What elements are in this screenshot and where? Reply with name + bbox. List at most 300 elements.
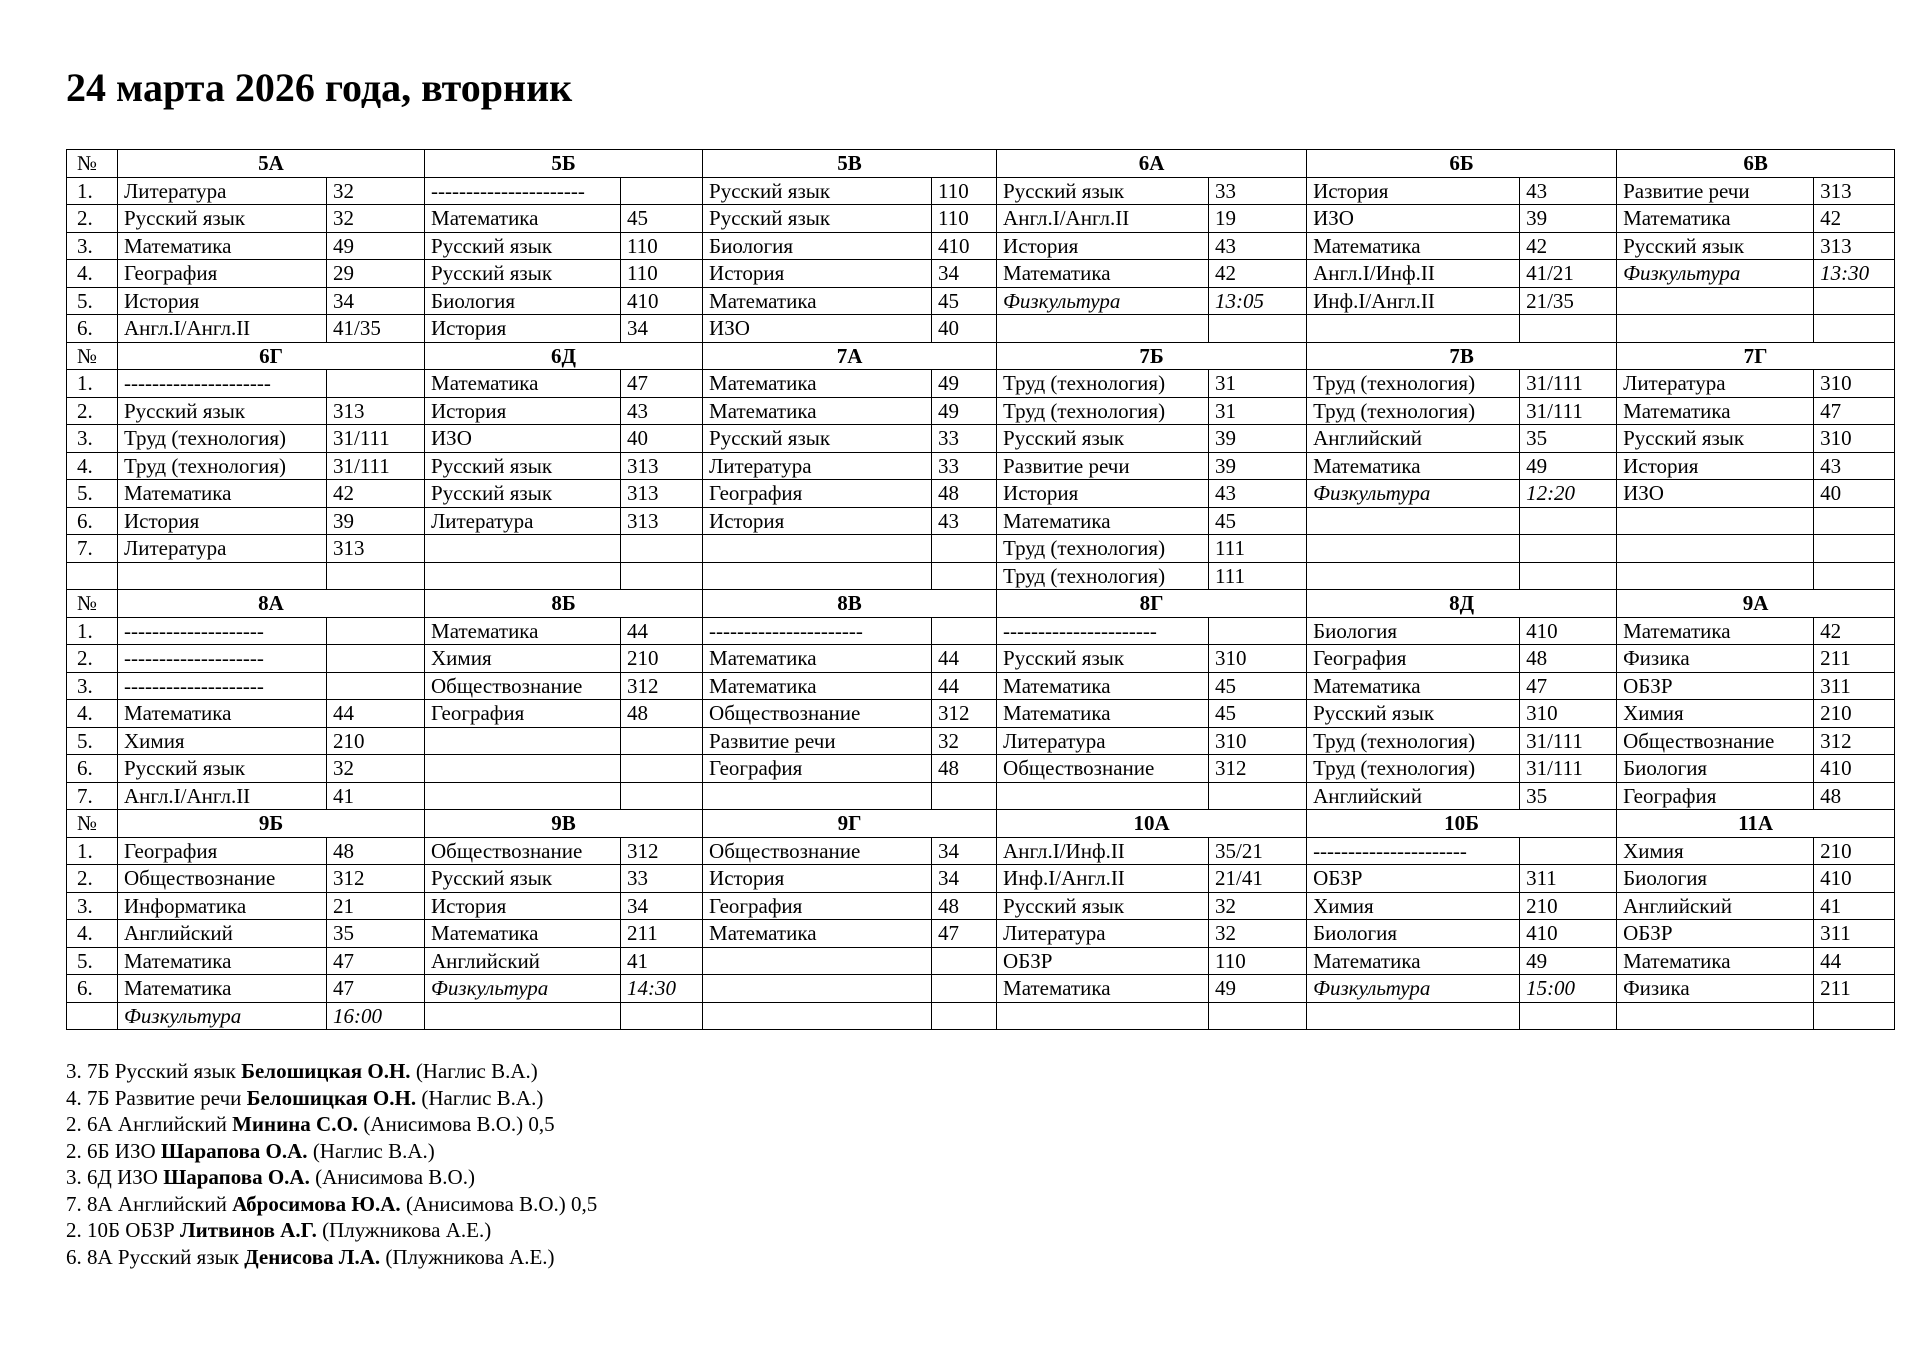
- lesson-number: [67, 1002, 118, 1030]
- subject-cell: Англ.I/Англ.II: [118, 315, 327, 343]
- room-cell: 41/35: [327, 315, 425, 343]
- room-cell: [1520, 315, 1617, 343]
- room-cell: 39: [327, 507, 425, 535]
- room-cell: [621, 177, 703, 205]
- lesson-row: [67, 480, 1895, 508]
- subject-cell: История: [425, 892, 621, 920]
- room-cell: 312: [621, 672, 703, 700]
- subject-cell: [703, 782, 932, 810]
- subject-cell: География: [118, 837, 327, 865]
- subject-cell: [425, 782, 621, 810]
- lesson-number: 5.: [67, 480, 118, 508]
- lesson-row: [67, 205, 1895, 233]
- room-cell: 44: [932, 672, 997, 700]
- subject-cell: Литература: [997, 920, 1209, 948]
- room-cell: 310: [1520, 700, 1617, 728]
- subject-cell: [1617, 315, 1814, 343]
- room-cell: 211: [1814, 975, 1895, 1003]
- subject-cell: Математика: [118, 700, 327, 728]
- room-cell: 47: [1814, 397, 1895, 425]
- subject-cell: Англ.I/Инф.II: [997, 837, 1209, 865]
- room-cell: 32: [1209, 920, 1307, 948]
- room-cell: 32: [327, 755, 425, 783]
- lesson-number: 3.: [67, 232, 118, 260]
- subject-cell: Математика: [118, 975, 327, 1003]
- room-cell: 410: [1814, 755, 1895, 783]
- room-cell: 45: [1209, 672, 1307, 700]
- lesson-row: [67, 837, 1895, 865]
- class-header-row: [67, 590, 1895, 618]
- room-cell: 310: [1814, 425, 1895, 453]
- class-name-header: 6А: [997, 150, 1307, 178]
- subject-cell: Английский: [425, 947, 621, 975]
- subject-cell: [425, 1002, 621, 1030]
- subject-cell: Русский язык: [1617, 232, 1814, 260]
- note-line: [66, 1217, 597, 1244]
- room-cell: 45: [1209, 507, 1307, 535]
- room-cell: [621, 782, 703, 810]
- subject-cell: [1617, 1002, 1814, 1030]
- substitution-notes: [66, 1058, 597, 1270]
- room-cell: 313: [1814, 232, 1895, 260]
- note-replaced: (Анисимова В.О.) 0,5: [400, 1191, 598, 1216]
- room-cell: 311: [1814, 920, 1895, 948]
- subject-cell: Математика: [997, 260, 1209, 288]
- subject-cell: Математика: [703, 370, 932, 398]
- room-cell: 35/21: [1209, 837, 1307, 865]
- room-cell: [327, 672, 425, 700]
- lesson-number: 3.: [67, 672, 118, 700]
- lesson-row: [67, 397, 1895, 425]
- lesson-number: 3.: [67, 425, 118, 453]
- room-cell: 41: [327, 782, 425, 810]
- room-cell: 32: [327, 177, 425, 205]
- room-cell: [327, 562, 425, 590]
- room-cell: 43: [1209, 232, 1307, 260]
- class-name-header: 9Г: [703, 810, 997, 838]
- lesson-row: [67, 260, 1895, 288]
- class-name-header: 6Б: [1307, 150, 1617, 178]
- room-cell: [621, 1002, 703, 1030]
- subject-cell: Русский язык: [425, 480, 621, 508]
- lesson-number: 5.: [67, 287, 118, 315]
- note-text: 2. 6Б ИЗО: [66, 1138, 161, 1163]
- class-name-header: 6Д: [425, 342, 703, 370]
- room-cell: 43: [932, 507, 997, 535]
- class-name-header: 8В: [703, 590, 997, 618]
- room-cell: 211: [621, 920, 703, 948]
- subject-cell: ОБЗР: [997, 947, 1209, 975]
- subject-cell: ОБЗР: [1617, 920, 1814, 948]
- lesson-row: [67, 782, 1895, 810]
- lesson-row: [67, 452, 1895, 480]
- class-header-row: [67, 342, 1895, 370]
- subject-cell: История: [118, 507, 327, 535]
- room-cell: [932, 782, 997, 810]
- subject-cell: Математика: [1617, 397, 1814, 425]
- lesson-number: 5.: [67, 947, 118, 975]
- lesson-number: 2.: [67, 865, 118, 893]
- note-line: [66, 1111, 597, 1138]
- room-cell: 49: [932, 397, 997, 425]
- subject-cell: [425, 727, 621, 755]
- subject-cell: Биология: [1617, 755, 1814, 783]
- room-cell: 110: [621, 232, 703, 260]
- subject-cell: Русский язык: [1307, 700, 1520, 728]
- subject-cell: Математика: [703, 920, 932, 948]
- subject-cell: Обществознание: [118, 865, 327, 893]
- note-text: 6. 8А Русский язык: [66, 1244, 245, 1269]
- subject-cell: История: [1617, 452, 1814, 480]
- room-cell: 35: [327, 920, 425, 948]
- subject-cell: Русский язык: [425, 865, 621, 893]
- subject-cell: Русский язык: [118, 755, 327, 783]
- time-cell: 13:05: [1209, 287, 1307, 315]
- subject-cell: Математика: [118, 947, 327, 975]
- room-cell: 310: [1209, 727, 1307, 755]
- class-name-header: 9В: [425, 810, 703, 838]
- subject-cell: Русский язык: [997, 645, 1209, 673]
- subject-cell: Химия: [1617, 837, 1814, 865]
- subject-cell: [703, 975, 932, 1003]
- room-cell: 48: [932, 892, 997, 920]
- subject-cell: [1617, 287, 1814, 315]
- subject-cell: Биология: [1307, 617, 1520, 645]
- room-cell: 41/21: [1520, 260, 1617, 288]
- room-cell: 313: [327, 535, 425, 563]
- class-name-header: 8Б: [425, 590, 703, 618]
- lesson-row: [67, 315, 1895, 343]
- subject-cell: Труд (технология): [1307, 370, 1520, 398]
- room-cell: 31/111: [1520, 370, 1617, 398]
- subject-cell: Обществознание: [703, 837, 932, 865]
- lesson-number: 6.: [67, 975, 118, 1003]
- lesson-row: [67, 1002, 1895, 1030]
- class-name-header: 11А: [1617, 810, 1895, 838]
- room-cell: 44: [932, 645, 997, 673]
- room-cell: 47: [327, 947, 425, 975]
- subject-cell: ---------------------: [118, 370, 327, 398]
- room-cell: 49: [1520, 947, 1617, 975]
- subject-cell: История: [1307, 177, 1520, 205]
- lesson-row: [67, 672, 1895, 700]
- subject-cell: География: [1307, 645, 1520, 673]
- page-title: 24 марта 2026 года, вторник: [66, 65, 573, 110]
- teacher-name: Белошицкая О.Н.: [241, 1059, 411, 1083]
- class-name-header: 7Б: [997, 342, 1307, 370]
- subject-cell: Развитие речи: [703, 727, 932, 755]
- subject-cell: Литература: [425, 507, 621, 535]
- room-cell: 19: [1209, 205, 1307, 233]
- lesson-number: 1.: [67, 617, 118, 645]
- subject-cell: [118, 562, 327, 590]
- subject-cell: ИЗО: [1617, 480, 1814, 508]
- lesson-row: [67, 232, 1895, 260]
- class-name-header: 5Б: [425, 150, 703, 178]
- lesson-row: [67, 865, 1895, 893]
- room-cell: 313: [621, 452, 703, 480]
- subject-cell: ----------------------: [1307, 837, 1520, 865]
- subject-cell: Русский язык: [703, 425, 932, 453]
- subject-cell: Физкультура: [997, 287, 1209, 315]
- subject-cell: ИЗО: [703, 315, 932, 343]
- note-replaced: (Анисимова В.О.): [309, 1165, 475, 1189]
- subject-cell: ОБЗР: [1307, 865, 1520, 893]
- subject-cell: Обществознание: [703, 700, 932, 728]
- room-cell: [1520, 535, 1617, 563]
- subject-cell: История: [703, 865, 932, 893]
- subject-cell: Математика: [997, 975, 1209, 1003]
- subject-cell: Русский язык: [425, 260, 621, 288]
- subject-cell: [1307, 535, 1520, 563]
- room-cell: 42: [1209, 260, 1307, 288]
- room-cell: 39: [1209, 452, 1307, 480]
- subject-cell: Математика: [703, 672, 932, 700]
- subject-cell: Английский: [1307, 425, 1520, 453]
- room-cell: 42: [1520, 232, 1617, 260]
- subject-cell: [1307, 507, 1520, 535]
- room-cell: 21: [327, 892, 425, 920]
- subject-cell: [1617, 507, 1814, 535]
- room-cell: 110: [1209, 947, 1307, 975]
- class-name-header: 10Б: [1307, 810, 1617, 838]
- subject-cell: История: [997, 480, 1209, 508]
- lesson-number: 7.: [67, 535, 118, 563]
- lesson-row: [67, 727, 1895, 755]
- subject-cell: Обществознание: [1617, 727, 1814, 755]
- subject-cell: Труд (технология): [997, 397, 1209, 425]
- room-cell: 33: [621, 865, 703, 893]
- room-cell: 34: [327, 287, 425, 315]
- note-text: 7. 8А Английский: [66, 1191, 233, 1216]
- note-line: [66, 1244, 597, 1271]
- subject-cell: Математика: [425, 205, 621, 233]
- room-cell: 34: [621, 892, 703, 920]
- room-cell: [1814, 315, 1895, 343]
- lesson-row: [67, 892, 1895, 920]
- room-cell: 410: [1520, 920, 1617, 948]
- room-cell: 42: [327, 480, 425, 508]
- lesson-row: [67, 425, 1895, 453]
- subject-cell: Математика: [1307, 947, 1520, 975]
- room-cell: [327, 370, 425, 398]
- subject-cell: ----------------------: [703, 617, 932, 645]
- room-cell: 110: [932, 177, 997, 205]
- room-cell: [327, 617, 425, 645]
- subject-cell: География: [703, 755, 932, 783]
- schedule-table: [66, 149, 1895, 1030]
- room-cell: 410: [621, 287, 703, 315]
- subject-cell: География: [703, 480, 932, 508]
- subject-cell: Математика: [425, 617, 621, 645]
- room-cell: 312: [621, 837, 703, 865]
- note-line: [66, 1138, 597, 1165]
- lesson-row: [67, 177, 1895, 205]
- room-cell: 40: [932, 315, 997, 343]
- subject-cell: Труд (технология): [1307, 397, 1520, 425]
- number-header: №: [67, 150, 118, 178]
- class-name-header: 7А: [703, 342, 997, 370]
- room-cell: 31/111: [1520, 397, 1617, 425]
- subject-cell: География: [118, 260, 327, 288]
- room-cell: 410: [932, 232, 997, 260]
- room-cell: 410: [1814, 865, 1895, 893]
- subject-cell: Математика: [118, 232, 327, 260]
- subject-cell: ----------------------: [997, 617, 1209, 645]
- room-cell: 48: [932, 755, 997, 783]
- subject-cell: Русский язык: [997, 425, 1209, 453]
- subject-cell: [997, 1002, 1209, 1030]
- subject-cell: Литература: [118, 535, 327, 563]
- subject-cell: Русский язык: [997, 177, 1209, 205]
- room-cell: 43: [621, 397, 703, 425]
- lesson-number: 5.: [67, 727, 118, 755]
- subject-cell: [425, 562, 621, 590]
- subject-cell: Биология: [1307, 920, 1520, 948]
- number-header: №: [67, 342, 118, 370]
- subject-cell: Англ.I/Инф.II: [1307, 260, 1520, 288]
- note-replaced: (Наглис В.А.): [410, 1059, 538, 1083]
- room-cell: [1520, 837, 1617, 865]
- room-cell: 21/41: [1209, 865, 1307, 893]
- subject-cell: [703, 1002, 932, 1030]
- room-cell: [621, 755, 703, 783]
- lesson-number: 6.: [67, 755, 118, 783]
- lesson-number: 4.: [67, 260, 118, 288]
- subject-cell: Физика: [1617, 975, 1814, 1003]
- lesson-number: 2.: [67, 205, 118, 233]
- subject-cell: Русский язык: [118, 397, 327, 425]
- room-cell: 31/111: [1520, 727, 1617, 755]
- lesson-number: 6.: [67, 507, 118, 535]
- subject-cell: Биология: [1617, 865, 1814, 893]
- room-cell: 32: [932, 727, 997, 755]
- subject-cell: Обществознание: [425, 837, 621, 865]
- class-name-header: 7В: [1307, 342, 1617, 370]
- room-cell: 44: [1814, 947, 1895, 975]
- room-cell: 40: [621, 425, 703, 453]
- lesson-row: [67, 507, 1895, 535]
- time-cell: 13:30: [1814, 260, 1895, 288]
- teacher-name: Литвинов А.Г.: [179, 1218, 317, 1242]
- class-name-header: 8А: [118, 590, 425, 618]
- class-name-header: 10А: [997, 810, 1307, 838]
- teacher-name: Денисова Л.А.: [244, 1244, 381, 1269]
- room-cell: 49: [1209, 975, 1307, 1003]
- room-cell: 312: [327, 865, 425, 893]
- room-cell: [932, 535, 997, 563]
- room-cell: 21/35: [1520, 287, 1617, 315]
- subject-cell: --------------------: [118, 617, 327, 645]
- room-cell: [1814, 562, 1895, 590]
- subject-cell: Русский язык: [703, 177, 932, 205]
- room-cell: 31/111: [327, 452, 425, 480]
- room-cell: 31: [1209, 370, 1307, 398]
- subject-cell: Математика: [1307, 672, 1520, 700]
- subject-cell: Математика: [118, 480, 327, 508]
- room-cell: 41: [621, 947, 703, 975]
- subject-cell: [1307, 562, 1520, 590]
- room-cell: 313: [621, 480, 703, 508]
- note-line: [66, 1058, 597, 1085]
- room-cell: 48: [621, 700, 703, 728]
- lesson-row: [67, 920, 1895, 948]
- subject-cell: Математика: [997, 700, 1209, 728]
- room-cell: 47: [1520, 672, 1617, 700]
- lesson-row: [67, 947, 1895, 975]
- time-cell: 15:00: [1520, 975, 1617, 1003]
- lesson-row: [67, 287, 1895, 315]
- room-cell: [932, 947, 997, 975]
- room-cell: 33: [1209, 177, 1307, 205]
- room-cell: 42: [1814, 205, 1895, 233]
- subject-cell: Биология: [703, 232, 932, 260]
- subject-cell: ОБЗР: [1617, 672, 1814, 700]
- subject-cell: История: [703, 260, 932, 288]
- subject-cell: История: [703, 507, 932, 535]
- room-cell: 34: [621, 315, 703, 343]
- room-cell: 32: [1209, 892, 1307, 920]
- room-cell: [621, 535, 703, 563]
- time-cell: 16:00: [327, 1002, 425, 1030]
- subject-cell: География: [425, 700, 621, 728]
- room-cell: 111: [1209, 535, 1307, 563]
- room-cell: 45: [1209, 700, 1307, 728]
- subject-cell: Физкультура: [1307, 975, 1520, 1003]
- room-cell: [932, 617, 997, 645]
- note-replaced: (Плужникова А.Е.): [316, 1218, 492, 1242]
- note-line: [66, 1191, 597, 1218]
- class-name-header: 6В: [1617, 150, 1895, 178]
- subject-cell: Труд (технология): [118, 452, 327, 480]
- room-cell: [1814, 507, 1895, 535]
- room-cell: 34: [932, 260, 997, 288]
- room-cell: [1209, 782, 1307, 810]
- time-cell: 14:30: [621, 975, 703, 1003]
- time-cell: 12:20: [1520, 480, 1617, 508]
- teacher-name: Шарапова О.А.: [163, 1165, 310, 1189]
- room-cell: 39: [1209, 425, 1307, 453]
- subject-cell: ----------------------: [425, 177, 621, 205]
- subject-cell: --------------------: [118, 645, 327, 673]
- subject-cell: Английский: [118, 920, 327, 948]
- subject-cell: Развитие речи: [1617, 177, 1814, 205]
- subject-cell: Труд (технология): [1307, 727, 1520, 755]
- class-name-header: 8Д: [1307, 590, 1617, 618]
- room-cell: 311: [1520, 865, 1617, 893]
- class-name-header: 8Г: [997, 590, 1307, 618]
- room-cell: [621, 727, 703, 755]
- room-cell: 35: [1520, 425, 1617, 453]
- subject-cell: Математика: [703, 287, 932, 315]
- subject-cell: Физика: [1617, 645, 1814, 673]
- subject-cell: Математика: [1307, 452, 1520, 480]
- number-header: №: [67, 590, 118, 618]
- note-line: [66, 1164, 597, 1191]
- room-cell: 33: [932, 452, 997, 480]
- lesson-row: [67, 700, 1895, 728]
- room-cell: 44: [621, 617, 703, 645]
- subject-cell: [1617, 535, 1814, 563]
- room-cell: 43: [1814, 452, 1895, 480]
- lesson-row: [67, 617, 1895, 645]
- class-name-header: 5А: [118, 150, 425, 178]
- room-cell: [1520, 562, 1617, 590]
- room-cell: [327, 645, 425, 673]
- note-line: [66, 1085, 597, 1112]
- room-cell: 43: [1520, 177, 1617, 205]
- room-cell: 110: [621, 260, 703, 288]
